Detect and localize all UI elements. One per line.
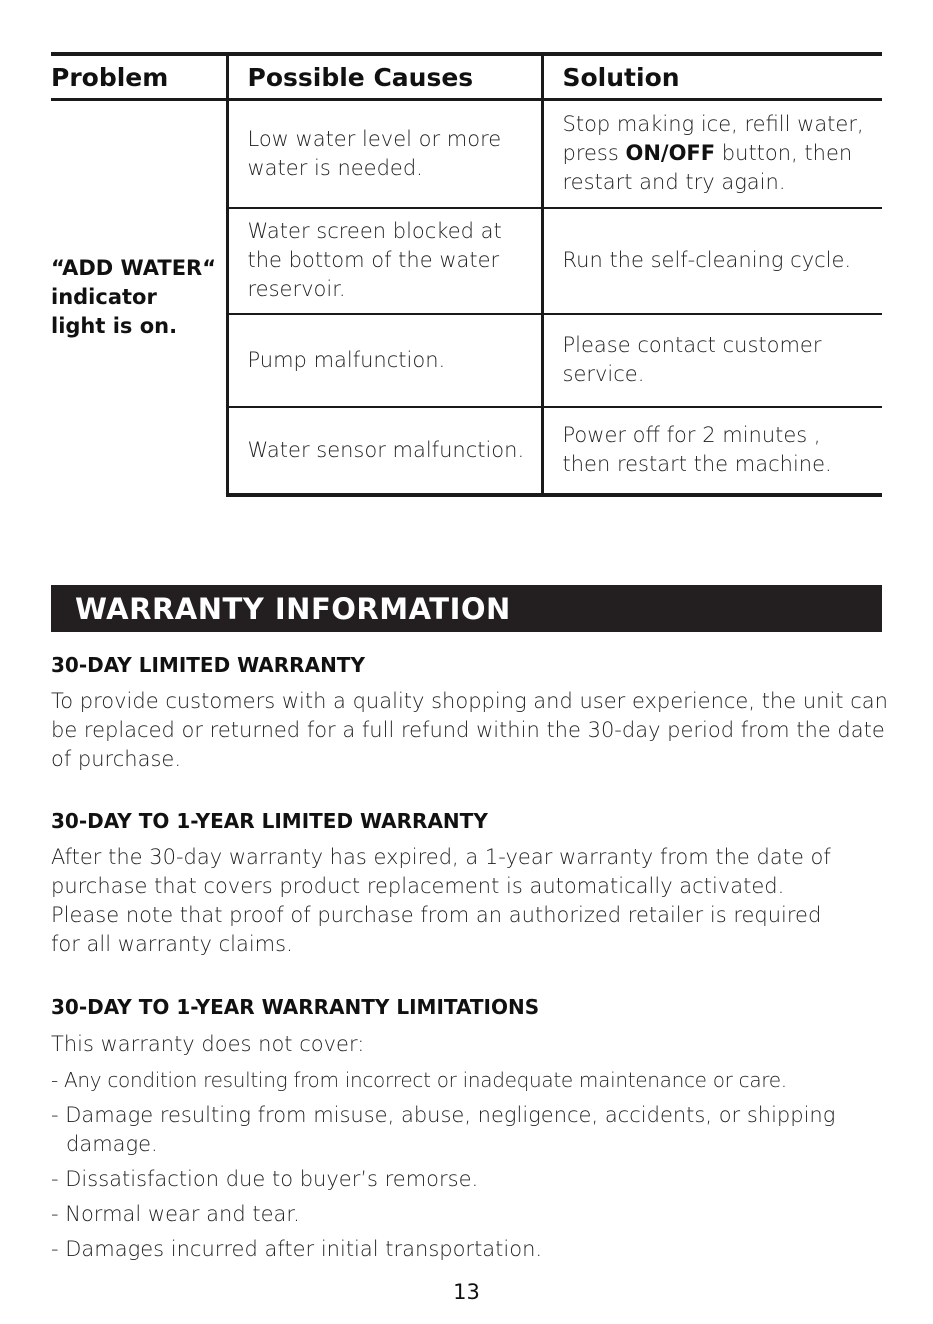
header-solution: Solution	[542, 54, 882, 100]
problem-text: “ADD WATER“ indicator light is on.	[51, 256, 217, 339]
section-heading-limitations: 30-DAY TO 1-YEAR WARRANTY LIMITATIONS	[51, 995, 540, 1019]
warranty-banner-title: WARRANTY INFORMATION	[75, 591, 511, 626]
solution-cell: Run the self-cleaning cycle.	[542, 208, 882, 314]
section-text-30-day: To provide customers with a quality shopping and user experience, the unit can be replaced or returned for a full refund within the 30-day period from the date of purchase.	[51, 689, 888, 771]
solution-cell: Power off for 2 minutes , then restart the machine.	[542, 407, 882, 495]
problem-cell	[51, 100, 227, 495]
table-header-row	[51, 54, 882, 100]
on-off-label: ON/OFF	[625, 141, 716, 166]
header-possible-causes: Possible Causes	[227, 54, 542, 100]
list-item: - Normal wear and tear.	[51, 1202, 300, 1226]
cause-cell: Water screen blocked at the bottom of the water reservoir.	[227, 208, 542, 314]
solution-cell	[542, 100, 882, 208]
solution-text-post: button, then restart and try again.	[562, 141, 853, 195]
troubleshooting-table	[51, 52, 882, 497]
section-heading-1-year: 30-DAY TO 1-YEAR LIMITED WARRANTY	[51, 809, 488, 833]
section-text-1-year: After the 30-day warranty has expired, a 1-year warranty from the date of purchase that covers product replacement is automatically activated. Please note that proof of purchase from an authorized retailer is required for all warranty claims.	[51, 845, 831, 956]
list-item: - Dissatisfaction due to buyer’s remorse.	[51, 1167, 479, 1191]
section-heading-30-day: 30-DAY LIMITED WARRANTY	[51, 653, 365, 677]
solution-text-pre: Stop making ice, refill water, press	[562, 112, 864, 166]
solution-cell: Please contact customer service.	[542, 314, 882, 407]
list-item: - Any condition resulting from incorrect or inadequate maintenance or care.	[51, 1068, 787, 1092]
table-row	[51, 100, 882, 208]
list-item: - Damages incurred after initial transportation.	[51, 1237, 543, 1261]
list-item: - Damage resulting from misuse, abuse, negligence, accidents, or shipping damage.	[51, 1103, 836, 1156]
cause-cell: Low water level or more water is needed.	[227, 100, 542, 208]
limitations-list	[51, 1066, 901, 1270]
warranty-banner	[51, 585, 882, 632]
cause-cell: Pump malfunction.	[227, 314, 542, 407]
page-number: 13	[453, 1280, 480, 1304]
header-problem: Problem	[51, 54, 227, 100]
cause-cell: Water sensor malfunction.	[227, 407, 542, 495]
limitations-intro: This warranty does not cover:	[51, 1032, 365, 1056]
